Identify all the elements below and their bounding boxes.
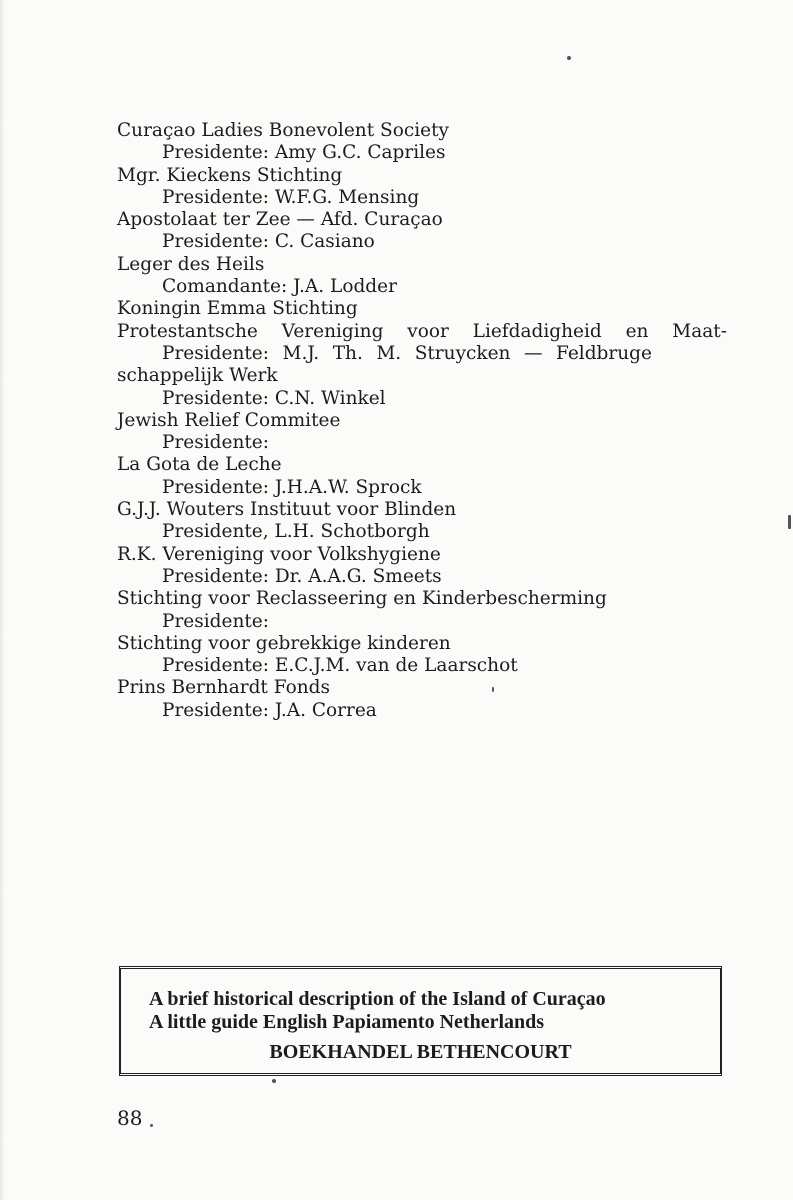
org-name: G.J.J. Wouters Instituut voor Blinden: [117, 499, 457, 521]
org-name: La Gota de Leche: [117, 454, 282, 476]
word: M.: [376, 342, 402, 364]
org-name: Jewish Relief Commitee: [117, 409, 341, 431]
org-officer: Presidente:: [162, 610, 269, 632]
org-name-justified: [117, 321, 727, 343]
print-speck: [272, 1079, 276, 1083]
org-name: schappelijk Werk: [117, 365, 278, 387]
org-officer-justified: [117, 343, 652, 365]
org-name: Stichting voor gebrekkige kinderen: [117, 632, 451, 654]
word: Feldbruge: [556, 342, 652, 364]
org-name: Prins Bernhardt Fonds: [117, 677, 330, 699]
org-officer: Presidente:: [162, 432, 269, 454]
org-officer: Presidente: C.N. Winkel: [162, 387, 386, 409]
organization-list: [117, 120, 727, 722]
word: Protestantsche: [117, 320, 258, 342]
word: Liefdadigheid: [472, 320, 602, 342]
org-officer: Presidente: Amy G.C. Capriles: [162, 142, 446, 164]
org-name: R.K. Vereniging voor Volkshygiene: [117, 543, 441, 565]
org-officer: Presidente, L.H. Schotborgh: [162, 521, 430, 543]
org-officer: Presidente: W.F.G. Mensing: [162, 186, 420, 208]
org-officer: Presidente: Dr. A.A.G. Smeets: [162, 565, 442, 587]
bookshop-advertisement: [119, 966, 722, 1076]
org-name: Koningin Emma Stichting: [117, 298, 358, 320]
print-speck: [492, 687, 494, 692]
ad-publisher: BOEKHANDEL BETHENCOURT: [269, 1041, 572, 1063]
org-officer: Comandante: J.A. Lodder: [162, 276, 397, 298]
print-speck: [567, 56, 571, 60]
word: voor: [407, 320, 449, 342]
org-name: Stichting voor Reclasseering en Kinderbescherming: [117, 588, 607, 610]
print-speck: [150, 1124, 153, 1127]
word: —: [523, 342, 543, 364]
word: Vereniging: [281, 320, 384, 342]
word: Presidente:: [162, 342, 269, 364]
ad-line-1: A brief historical description of the Island of Curaçao: [149, 988, 606, 1010]
ad-line-2: A little guide English Papiamento Netherlands: [149, 1011, 545, 1033]
page-edge-shadow: [0, 0, 5, 1200]
page-number: 88: [117, 1106, 143, 1130]
org-name: Curaçao Ladies Bonevolent Society: [117, 120, 449, 141]
print-speck: [788, 515, 791, 529]
org-name: Mgr. Kieckens Stichting: [117, 164, 343, 186]
org-name: Leger des Heils: [117, 253, 265, 275]
org-name: Apostolaat ter Zee — Afd. Curaçao: [117, 209, 443, 231]
org-officer: Presidente: E.C.J.M. van de Laarschot: [162, 655, 518, 677]
word: Struycken: [414, 342, 511, 364]
word: en: [625, 320, 649, 342]
org-officer: Presidente: J.H.A.W. Sprock: [162, 476, 422, 498]
word: Th.: [332, 342, 363, 364]
word: M.J.: [282, 342, 320, 364]
org-officer: Presidente: C. Casiano: [162, 231, 375, 253]
org-officer: Presidente: J.A. Correa: [162, 699, 377, 721]
word: Maat-: [672, 320, 727, 342]
